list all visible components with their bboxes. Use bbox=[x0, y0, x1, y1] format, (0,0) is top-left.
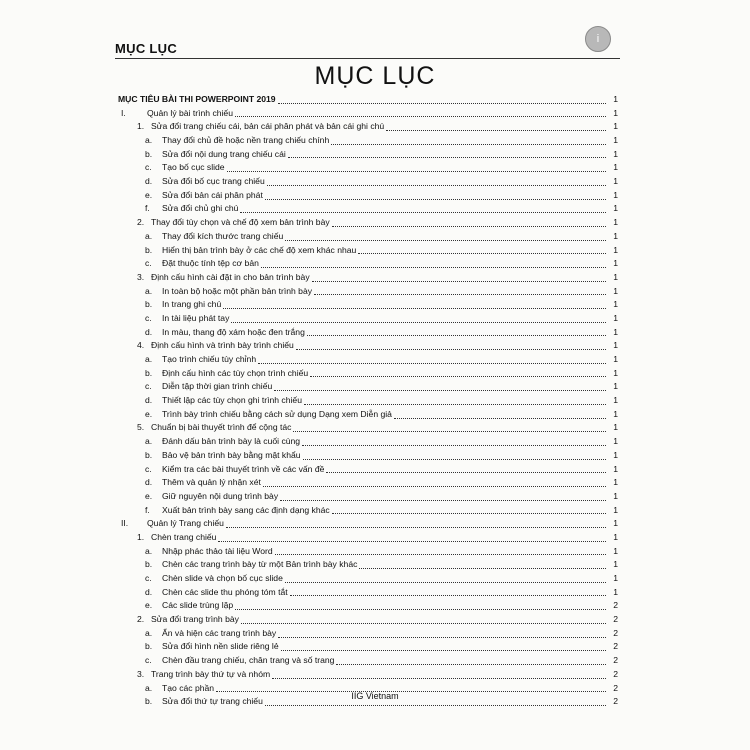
toc-entry-number: a. bbox=[145, 682, 153, 693]
toc-entry-page: 1 bbox=[613, 422, 618, 433]
toc-entry bbox=[118, 148, 618, 162]
toc-entry bbox=[118, 531, 618, 545]
toc-entry-text: Nhập phác thảo tài liệu Word bbox=[162, 545, 273, 556]
toc-entry bbox=[118, 449, 618, 463]
dot-leader bbox=[326, 471, 606, 473]
toc-entry bbox=[118, 93, 618, 107]
toc-entry-number: e. bbox=[145, 600, 153, 611]
toc-entry-text: Tạo các phần bbox=[162, 682, 215, 693]
toc-entry-text: Đặt thuộc tính tệp cơ bản bbox=[162, 258, 259, 269]
toc-entry bbox=[118, 271, 618, 285]
toc-entry-page: 1 bbox=[613, 395, 618, 406]
dot-leader bbox=[265, 198, 606, 200]
toc-entry-page: 1 bbox=[613, 230, 618, 241]
toc-entry-page: 2 bbox=[613, 655, 618, 666]
toc-entry-number: e. bbox=[145, 189, 153, 200]
dot-leader bbox=[288, 156, 606, 158]
toc-entry-page: 1 bbox=[613, 354, 618, 365]
toc-entry-text: Chèn trang chiếu bbox=[151, 531, 217, 542]
dot-leader bbox=[261, 266, 606, 268]
toc-entry-number: b. bbox=[145, 244, 153, 255]
toc-entry-text: Sửa đổi chủ ghi chú bbox=[162, 203, 239, 214]
toc-entry bbox=[118, 339, 618, 353]
toc-entry bbox=[118, 203, 618, 217]
toc-entry-number: b. bbox=[145, 148, 153, 159]
toc-entry-text: Chuẩn bị bài thuyết trình để cộng tác bbox=[151, 422, 292, 433]
toc-entry-number: a. bbox=[145, 627, 153, 638]
page-footer: IIG Vietnam bbox=[351, 691, 399, 701]
dot-leader bbox=[394, 417, 606, 419]
toc-entry-number: b. bbox=[145, 367, 153, 378]
toc-entry bbox=[118, 545, 618, 559]
dot-leader bbox=[285, 581, 606, 583]
toc-entry bbox=[118, 627, 618, 641]
toc-entry bbox=[118, 463, 618, 477]
page-number-badge: i bbox=[585, 26, 611, 52]
toc-entry-page: 1 bbox=[613, 189, 618, 200]
toc-entry-number: f. bbox=[145, 504, 150, 515]
toc-entry-page: 1 bbox=[613, 244, 618, 255]
toc-entry bbox=[118, 298, 618, 312]
dot-leader bbox=[359, 567, 606, 569]
toc-entry-number: e. bbox=[145, 408, 153, 419]
dot-leader bbox=[274, 389, 606, 391]
toc-entry bbox=[118, 599, 618, 613]
toc-entry-number: d. bbox=[145, 176, 153, 187]
toc-entry bbox=[118, 216, 618, 230]
toc-entry-number: c. bbox=[145, 258, 152, 269]
toc-entry bbox=[118, 175, 618, 189]
dot-leader bbox=[227, 170, 606, 172]
toc-entry-page: 1 bbox=[613, 121, 618, 132]
toc-entry-number: 2. bbox=[137, 217, 145, 228]
toc-entry-text: Trình bày trình chiếu bằng cách sử dụng Dạng xem Diễn giả bbox=[162, 408, 392, 419]
toc-entry-number: b. bbox=[145, 641, 153, 652]
toc-entry-number: c. bbox=[145, 655, 152, 666]
toc-entry-page: 1 bbox=[613, 107, 618, 118]
dot-leader bbox=[281, 649, 606, 651]
toc-entry-page: 1 bbox=[613, 135, 618, 146]
dot-leader bbox=[235, 608, 606, 610]
toc-entry bbox=[118, 285, 618, 299]
toc-entry-page: 1 bbox=[613, 340, 618, 351]
toc-entry-page: 1 bbox=[613, 559, 618, 570]
toc-entry-text: Thiết lập các tùy chọn ghi trình chiếu bbox=[162, 395, 302, 406]
table-of-contents bbox=[118, 93, 618, 709]
toc-entry bbox=[118, 257, 618, 271]
toc-entry-page: 2 bbox=[613, 668, 618, 679]
toc-entry bbox=[118, 107, 618, 121]
toc-entry-text: Diễn tập thời gian trình chiếu bbox=[162, 381, 273, 392]
dot-leader bbox=[223, 307, 606, 309]
toc-entry bbox=[118, 422, 618, 436]
toc-entry-number: a. bbox=[145, 436, 153, 447]
toc-entry-text: Chèn các slide thu phóng tóm tắt bbox=[162, 586, 288, 597]
toc-entry-text: Ẩn và hiện các trang trình bày bbox=[162, 627, 277, 638]
toc-entry-number: I. bbox=[121, 107, 126, 118]
toc-entry-text: Tạo bố cục slide bbox=[162, 162, 225, 173]
toc-entry-text: Hiển thị bản trình bày ở các chế độ xem khác nhau bbox=[162, 244, 357, 255]
dot-leader bbox=[285, 239, 606, 241]
toc-entry-number: a. bbox=[145, 230, 153, 241]
toc-entry-text: Sửa đổi nội dung trang chiếu cái bbox=[162, 148, 286, 159]
toc-entry-text: Quản lý bài trình chiếu bbox=[147, 107, 233, 118]
toc-entry bbox=[118, 586, 618, 600]
dot-leader bbox=[226, 526, 606, 528]
toc-entry bbox=[118, 230, 618, 244]
toc-entry-text: Tạo trình chiếu tùy chỉnh bbox=[162, 354, 257, 365]
toc-entry-text: Chèn các trang trình bày từ một Bản trình bày khác bbox=[162, 559, 358, 570]
toc-entry-page: 1 bbox=[613, 381, 618, 392]
toc-entry-number: c. bbox=[145, 463, 152, 474]
dot-leader bbox=[386, 129, 606, 131]
toc-entry-text: Thay đổi tùy chọn và chế độ xem bản trình bày bbox=[151, 217, 330, 228]
dot-leader bbox=[358, 252, 606, 254]
toc-entry-number: f. bbox=[145, 203, 150, 214]
toc-entry-page: 1 bbox=[613, 408, 618, 419]
toc-entry-number: b. bbox=[145, 449, 153, 460]
toc-entry-text: Sửa đổi hình nền slide riêng lẻ bbox=[162, 641, 279, 652]
dot-leader bbox=[241, 622, 606, 624]
dot-leader bbox=[307, 334, 606, 336]
toc-entry-number: c. bbox=[145, 312, 152, 323]
toc-entry bbox=[118, 189, 618, 203]
toc-entry bbox=[118, 353, 618, 367]
toc-entry-text: Các slide trùng lặp bbox=[162, 600, 234, 611]
toc-entry-page: 2 bbox=[613, 600, 618, 611]
toc-entry-text: Chèn slide và chọn bố cục slide bbox=[162, 573, 283, 584]
toc-entry-number: 5. bbox=[137, 422, 145, 433]
toc-entry-page: 2 bbox=[613, 696, 618, 707]
toc-entry-page: 1 bbox=[613, 258, 618, 269]
toc-entry-number: a. bbox=[145, 135, 153, 146]
dot-leader bbox=[290, 594, 606, 596]
dot-leader bbox=[336, 663, 606, 665]
toc-entry-text: Quản lý Trang chiếu bbox=[147, 518, 224, 529]
toc-entry-number: d. bbox=[145, 395, 153, 406]
page-header bbox=[115, 38, 620, 58]
toc-entry-page: 1 bbox=[613, 203, 618, 214]
toc-entry-text: Kiểm tra các bài thuyết trình về các vấn đề bbox=[162, 463, 325, 474]
toc-entry-page: 1 bbox=[613, 545, 618, 556]
toc-entry-page: 1 bbox=[613, 531, 618, 542]
toc-entry bbox=[118, 490, 618, 504]
toc-entry-number: c. bbox=[145, 573, 152, 584]
dot-leader bbox=[278, 102, 606, 104]
toc-entry-page: 1 bbox=[613, 573, 618, 584]
toc-entry-number: d. bbox=[145, 477, 153, 488]
toc-entry-page: 1 bbox=[613, 148, 618, 159]
toc-entry-page: 1 bbox=[613, 504, 618, 515]
toc-entry-number: 1. bbox=[137, 531, 145, 542]
toc-entry-page: 1 bbox=[613, 518, 618, 529]
toc-entry bbox=[118, 613, 618, 627]
toc-entry-text: Đánh dấu bản trình bày là cuối cùng bbox=[162, 436, 301, 447]
toc-entry-page: 1 bbox=[613, 477, 618, 488]
toc-entry-text: Sửa đổi bản cái phân phát bbox=[162, 189, 263, 200]
toc-entry-text: MỤC TIÊU BÀI THI POWERPOINT 2019 bbox=[118, 93, 276, 104]
toc-entry-number: e. bbox=[145, 490, 153, 501]
toc-entry-page: 1 bbox=[613, 312, 618, 323]
toc-entry-text: Định cấu hình các tùy chọn trình chiếu bbox=[162, 367, 309, 378]
toc-entry-number: b. bbox=[145, 696, 153, 707]
toc-title: MỤC LỤC bbox=[314, 62, 436, 90]
dot-leader bbox=[235, 115, 606, 117]
toc-entry-text: Định cấu hình và trình bày trình chiếu bbox=[151, 340, 294, 351]
dot-leader bbox=[303, 458, 606, 460]
toc-entry-text: Thay đổi kích thước trang chiếu bbox=[162, 230, 284, 241]
dot-leader bbox=[240, 211, 606, 213]
toc-entry-page: 1 bbox=[613, 162, 618, 173]
toc-entry-number: d. bbox=[145, 586, 153, 597]
toc-entry bbox=[118, 326, 618, 340]
dot-leader bbox=[218, 540, 606, 542]
toc-entry-text: Sửa đổi thứ tự trang chiếu bbox=[162, 696, 263, 707]
dot-leader bbox=[275, 553, 606, 555]
toc-entry-page: 1 bbox=[613, 299, 618, 310]
dot-leader bbox=[272, 677, 606, 679]
toc-entry bbox=[118, 504, 618, 518]
header-title: MỤC LỤC bbox=[115, 41, 178, 56]
dot-leader bbox=[258, 362, 606, 364]
toc-entry-page: 2 bbox=[613, 614, 618, 625]
toc-entry bbox=[118, 435, 618, 449]
header-rule bbox=[115, 58, 620, 59]
toc-entry-page: 1 bbox=[613, 93, 618, 104]
toc-entry-text: Sửa đổi trang chiếu cái, bản cái phân phát và bản cái ghi chú bbox=[151, 121, 385, 132]
toc-entry-text: In tài liệu phát tay bbox=[162, 312, 230, 323]
toc-entry bbox=[118, 517, 618, 531]
toc-entry-number: a. bbox=[145, 285, 153, 296]
dot-leader bbox=[265, 704, 606, 706]
toc-entry-page: 1 bbox=[613, 367, 618, 378]
toc-entry-page: 1 bbox=[613, 326, 618, 337]
toc-entry-number: 1. bbox=[137, 121, 145, 132]
toc-entry bbox=[118, 641, 618, 655]
toc-entry-text: Thêm và quản lý nhận xét bbox=[162, 477, 261, 488]
dot-leader bbox=[267, 184, 606, 186]
dot-leader bbox=[278, 636, 606, 638]
dot-leader bbox=[312, 280, 606, 282]
toc-entry-page: 1 bbox=[613, 217, 618, 228]
toc-entry-page: 1 bbox=[613, 490, 618, 501]
toc-entry bbox=[118, 654, 618, 668]
toc-entry-number: c. bbox=[145, 162, 152, 173]
dot-leader bbox=[296, 348, 606, 350]
dot-leader bbox=[314, 293, 606, 295]
toc-entry bbox=[118, 312, 618, 326]
toc-entry-number: a. bbox=[145, 545, 153, 556]
toc-entry bbox=[118, 394, 618, 408]
toc-entry bbox=[118, 161, 618, 175]
toc-entry-text: Chèn đầu trang chiếu, chân trang và số trang bbox=[162, 655, 335, 666]
toc-entry-text: In trang ghi chú bbox=[162, 299, 222, 310]
toc-entry-text: Định cấu hình cài đặt in cho bản trình bày bbox=[151, 271, 310, 282]
dot-leader bbox=[293, 430, 606, 432]
toc-entry-number: 4. bbox=[137, 340, 145, 351]
dot-leader bbox=[332, 512, 606, 514]
toc-entry bbox=[118, 572, 618, 586]
toc-entry-page: 1 bbox=[613, 271, 618, 282]
toc-entry bbox=[118, 558, 618, 572]
dot-leader bbox=[263, 485, 606, 487]
dot-leader bbox=[332, 225, 606, 227]
dot-leader bbox=[310, 375, 606, 377]
toc-entry bbox=[118, 668, 618, 682]
dot-leader bbox=[331, 143, 606, 145]
toc-entry bbox=[118, 380, 618, 394]
toc-entry-number: b. bbox=[145, 299, 153, 310]
toc-entry-page: 1 bbox=[613, 586, 618, 597]
toc-entry-text: Bảo vệ bản trình bày bằng mật khẩu bbox=[162, 449, 301, 460]
toc-entry-text: Sửa đổi bố cục trang chiếu bbox=[162, 176, 265, 187]
toc-entry-page: 1 bbox=[613, 463, 618, 474]
toc-entry-text: Thay đổi chủ đề hoặc nền trang chiếu chính bbox=[162, 135, 330, 146]
toc-entry-number: a. bbox=[145, 354, 153, 365]
toc-entry-text: Trang trình bày thứ tự và nhóm bbox=[151, 668, 271, 679]
toc-entry bbox=[118, 367, 618, 381]
toc-entry bbox=[118, 408, 618, 422]
toc-entry-page: 2 bbox=[613, 627, 618, 638]
toc-entry-text: Giữ nguyên nội dung trình bày bbox=[162, 490, 279, 501]
toc-entry bbox=[118, 244, 618, 258]
dot-leader bbox=[231, 321, 606, 323]
toc-entry-number: 3. bbox=[137, 668, 145, 679]
toc-entry-page: 2 bbox=[613, 641, 618, 652]
toc-entry-number: b. bbox=[145, 559, 153, 570]
dot-leader bbox=[304, 403, 606, 405]
toc-entry-page: 1 bbox=[613, 436, 618, 447]
toc-entry bbox=[118, 120, 618, 134]
toc-entry-number: c. bbox=[145, 381, 152, 392]
dot-leader bbox=[280, 499, 606, 501]
toc-entry-text: In toàn bộ hoặc một phần bản trình bày bbox=[162, 285, 313, 296]
toc-entry-text: In màu, thang độ xám hoặc đen trắng bbox=[162, 326, 305, 337]
dot-leader bbox=[302, 444, 606, 446]
toc-entry-number: d. bbox=[145, 326, 153, 337]
toc-entry-text: Sửa đổi trang trình bày bbox=[151, 614, 239, 625]
toc-entry-page: 1 bbox=[613, 285, 618, 296]
toc-entry bbox=[118, 476, 618, 490]
toc-entry-text: Xuất bản trình bày sang các định dạng khác bbox=[162, 504, 330, 515]
toc-entry-page: 1 bbox=[613, 449, 618, 460]
toc-entry-number: II. bbox=[121, 518, 129, 529]
toc-entry-number: 2. bbox=[137, 614, 145, 625]
toc-entry-page: 1 bbox=[613, 176, 618, 187]
toc-entry bbox=[118, 134, 618, 148]
toc-entry-page: 2 bbox=[613, 682, 618, 693]
toc-entry-number: 3. bbox=[137, 271, 145, 282]
